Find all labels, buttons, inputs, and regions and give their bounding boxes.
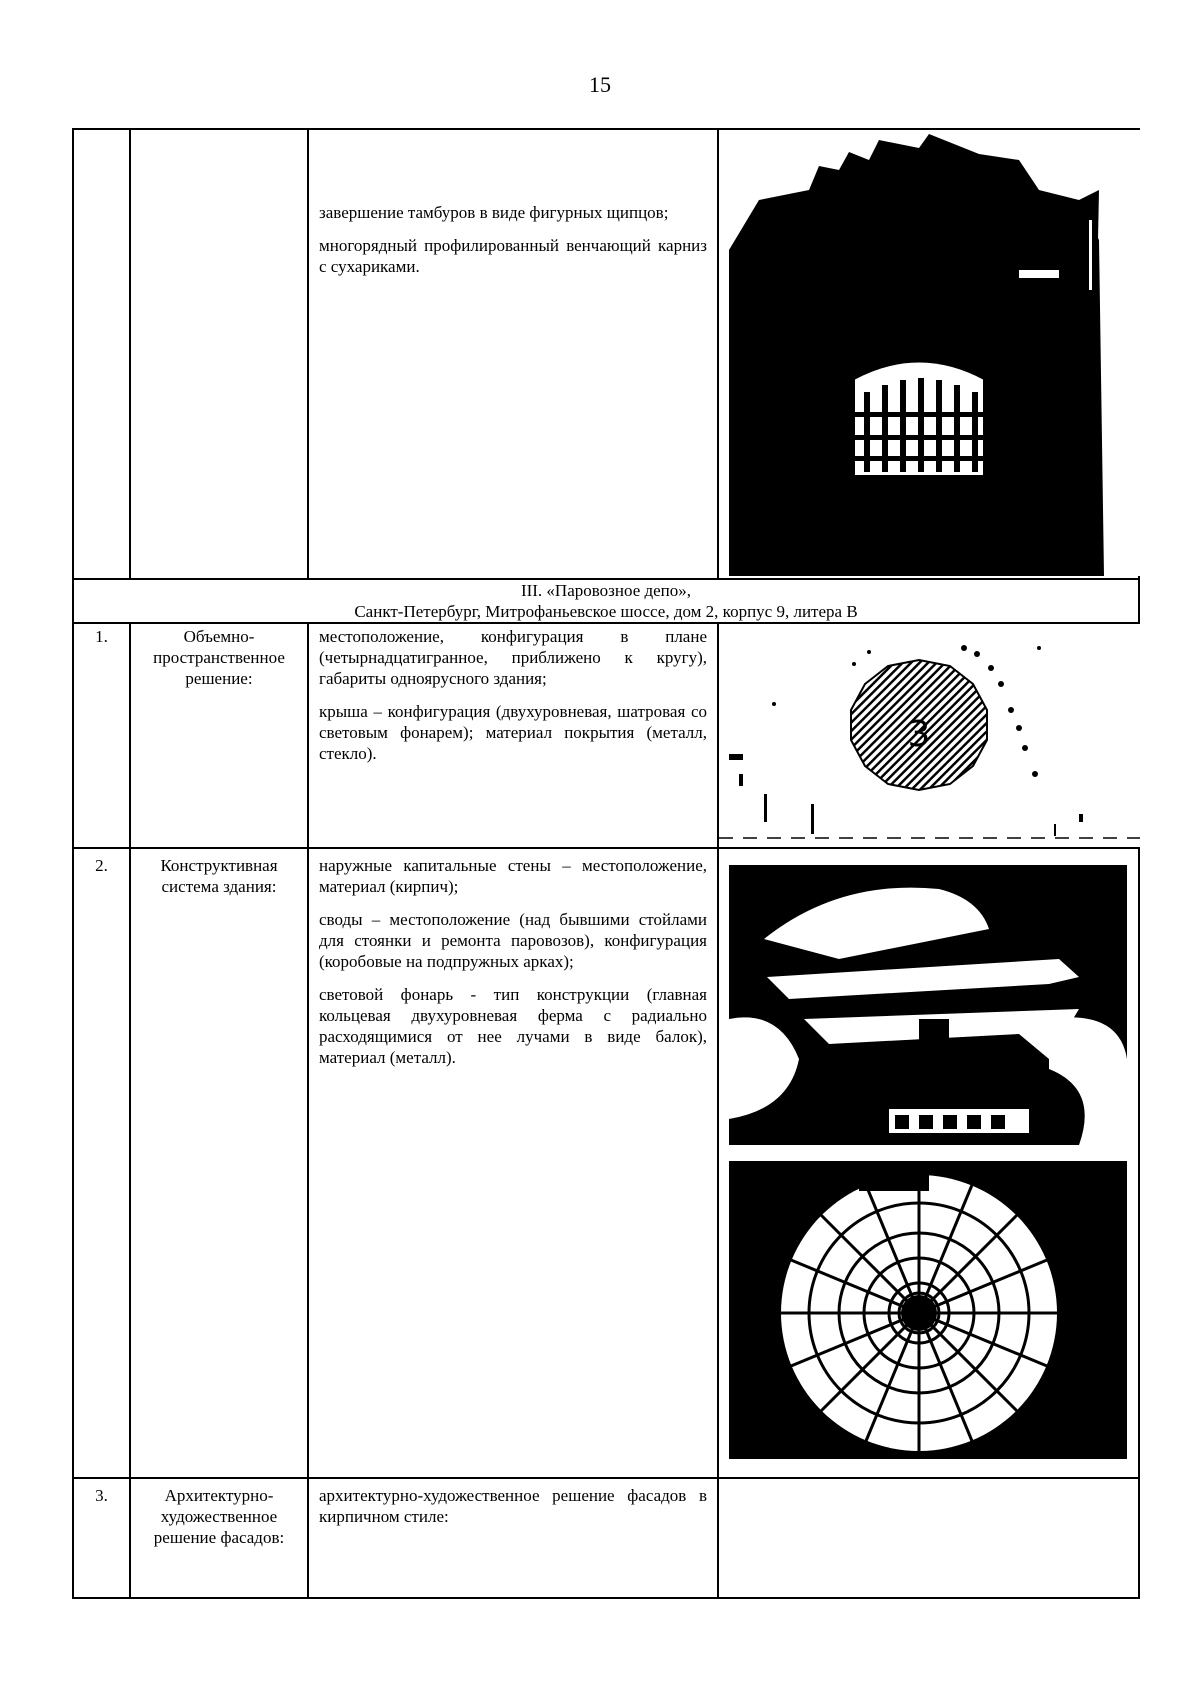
description-paragraph: местоположение, конфигурация в плане (четырнадцатигранное, приближено к кругу), габариты одноярусного здания; xyxy=(319,627,707,688)
row-name: Объемно-пространственное решение: xyxy=(130,623,308,848)
row-description xyxy=(308,1478,718,1598)
row-description xyxy=(308,848,718,1478)
table-row xyxy=(73,848,1139,1478)
page-number: 15 xyxy=(589,72,611,97)
row-name: Архитектурно-художественное решение фасадов: xyxy=(130,1478,308,1598)
section-header xyxy=(73,579,1139,623)
building-facade-photo xyxy=(719,130,1140,576)
plan-label: 3 xyxy=(907,714,931,755)
row-description xyxy=(308,129,718,579)
table-row xyxy=(73,623,1139,848)
row-number xyxy=(73,129,130,579)
description-paragraph: архитектурно-художественное решение фасадов в кирпичном стиле: xyxy=(319,1486,707,1526)
section-address: Санкт-Петербург, Митрофаньевское шоссе, дом 2, корпус 9, литера В xyxy=(354,602,858,621)
row-name: Конструктивная система здания: xyxy=(130,848,308,1478)
photo-cell xyxy=(718,848,1139,1478)
vault-interior-photo xyxy=(719,859,1140,1155)
heritage-table xyxy=(72,128,1140,1599)
section-title: III. «Паровозное депо», xyxy=(520,581,692,600)
photo-cell xyxy=(718,1478,1139,1598)
table-row xyxy=(73,129,1139,579)
row-number: 1. xyxy=(73,623,130,848)
description-paragraph: многорядный профилированный венчающий карниз с сухариками. xyxy=(319,236,707,276)
description-paragraph: завершение тамбуров в виде фигурных щипцов; xyxy=(319,203,669,222)
description-paragraph: крыша – конфигурация (двухуровневая, шатровая со световым фонарем); материал покрытия (металл, стекло). xyxy=(319,702,707,763)
description-paragraph: наружные капитальные стены – местоположение, материал (кирпич); xyxy=(319,856,707,896)
description-paragraph: своды – местоположение (над бывшими стойлами для стоянки и ремонта паровозов), конфигурация (коробовые на подпружных арках); xyxy=(319,910,707,971)
row-number: 3. xyxy=(73,1478,130,1598)
row-name xyxy=(130,129,308,579)
row-description xyxy=(308,623,718,848)
site-plan-image xyxy=(719,624,1140,847)
photo-cell xyxy=(718,623,1139,848)
section-header-row xyxy=(73,579,1139,623)
row-number: 2. xyxy=(73,848,130,1478)
photo-cell xyxy=(718,129,1139,579)
skylight-dome-photo xyxy=(719,1161,1140,1459)
table-row xyxy=(73,1478,1139,1598)
description-paragraph: световой фонарь - тип конструкции (главная кольцевая двухуровневая ферма с радиально расходящимися от нее лучами в виде балок), материал (металл). xyxy=(319,985,707,1067)
